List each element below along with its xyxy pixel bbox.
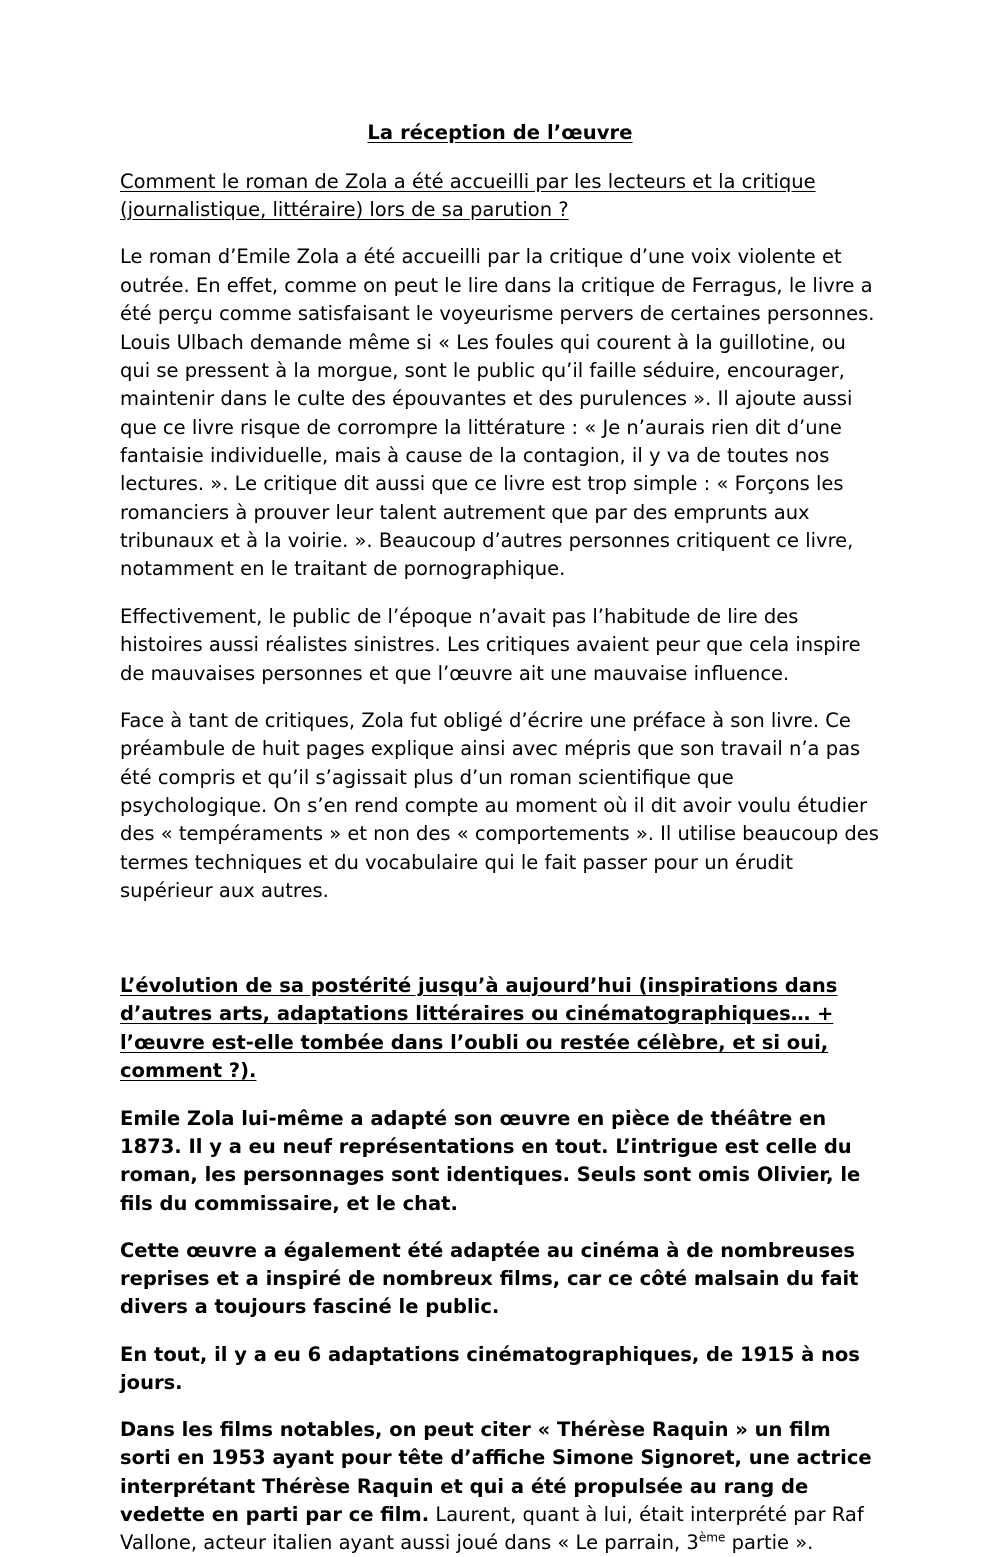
ordinal-superscript: ème [698, 1530, 726, 1545]
section-spacer [120, 924, 880, 972]
paragraph-preface-zola: Face à tant de critiques, Zola fut obligé d’écrire une préface à son livre. Ce préambule de huit pages explique ainsi avec mépris que son travail n’a pas été compris et qu’il s’agissait plus d’un roman scientifique que psychologique. On s’en rend compte au moment où il dit avoir voulu étudier des « tempéraments » et non des « comportements ». Il utilise beaucoup des termes techniques et du vocabulaire qui le fait passer pour un érudit supérieur aux autres. [120, 708, 879, 903]
films-notables-bold-text: Dans les films notables, on peut citer « Thérèse Raquin » un film sorti en 1953 ayant pour tête d’affiche Simone Signoret, une actrice interprétant Thérèse Raquin et qui a été propulsée au rang de vedette en parti par ce film. [120, 1418, 872, 1526]
films-notables-normal-text-after: partie ». [725, 1531, 814, 1555]
paragraph-public-epoque: Effectivement, le public de l’époque n’avait pas l’habitude de lire des histoires aussi réalistes sinistres. Les critiques avaient peur que cela inspire de mauvaises personnes et que l’œuvre ait une mauvaise influence. [120, 604, 861, 685]
paragraph-nombre-adaptations: En tout, il y a eu 6 adaptations cinématographiques, de 1915 à nos jours. [120, 1342, 860, 1394]
films-notables-normal-text-before: Laurent, quant à lui, était interprété par Raf Vallone, acteur italien ayant aussi joué dans « Le parrain, 3 [120, 1502, 864, 1555]
paragraph-critique-reception: Le roman d’Emile Zola a été accueilli par la critique d’une voix violente et outrée. En effet, comme on peut le lire dans la critique de Ferragus, le livre a été perçu comme satisfaisant le voyeurisme pervers de certaines personnes. Louis Ulbach demande même si « Les foules qui courent à la guillotine, ou qui se pressent à la morgue, sont le public qu’il faille séduire, encourager, maintenir dans le culte des épouvantes et des purulences ». Il ajoute aussi que ce livre risque de corrompre la littérature : « Je n’aurais rien dit d’une fantaisie individuelle, mais à cause de la contagion, il y va de toutes nos lectures. ». Le critique dit aussi que ce livre est trop simple : « Forçons les romanciers à prouver leur talent autrement que par des emprunts aux tribunaux et à la voirie. ». Beaucoup d’autres personnes critiquent ce livre, notamment en le traitant de pornographique. [120, 245, 875, 581]
section-heading-reception: Comment le roman de Zola a été accueilli par les lecteurs et la critique (journalistique, littéraire) lors de sa parution ? [120, 169, 816, 221]
paragraph-films-notables [120, 1416, 880, 1557]
paragraph-adaptation-theatre: Emile Zola lui-même a adapté son œuvre en pièce de théâtre en 1873. Il y a eu neuf représentations en tout. L’intrigue est celle du roman, les personnages sont identiques. Seuls sont omis Olivier, le fils du commissaire, et le chat. [120, 1106, 861, 1215]
paragraph-adaptations-cinema: Cette œuvre a également été adaptée au cinéma à de nombreuses reprises et a inspiré de nombreux films, car ce côté malsain du fait divers a toujours fasciné le public. [120, 1238, 859, 1319]
page-title [120, 120, 880, 146]
page-title-text: La réception de l’œuvre [367, 121, 633, 144]
section-heading-posterite: L’évolution de sa postérité jusqu’à aujourd’hui (inspirations dans d’autres arts, adaptations littéraires ou cinématographiques… + l’œuvre est-elle tombée dans l’oubli ou restée célèbre, et si oui, comment ?). [120, 974, 838, 1082]
